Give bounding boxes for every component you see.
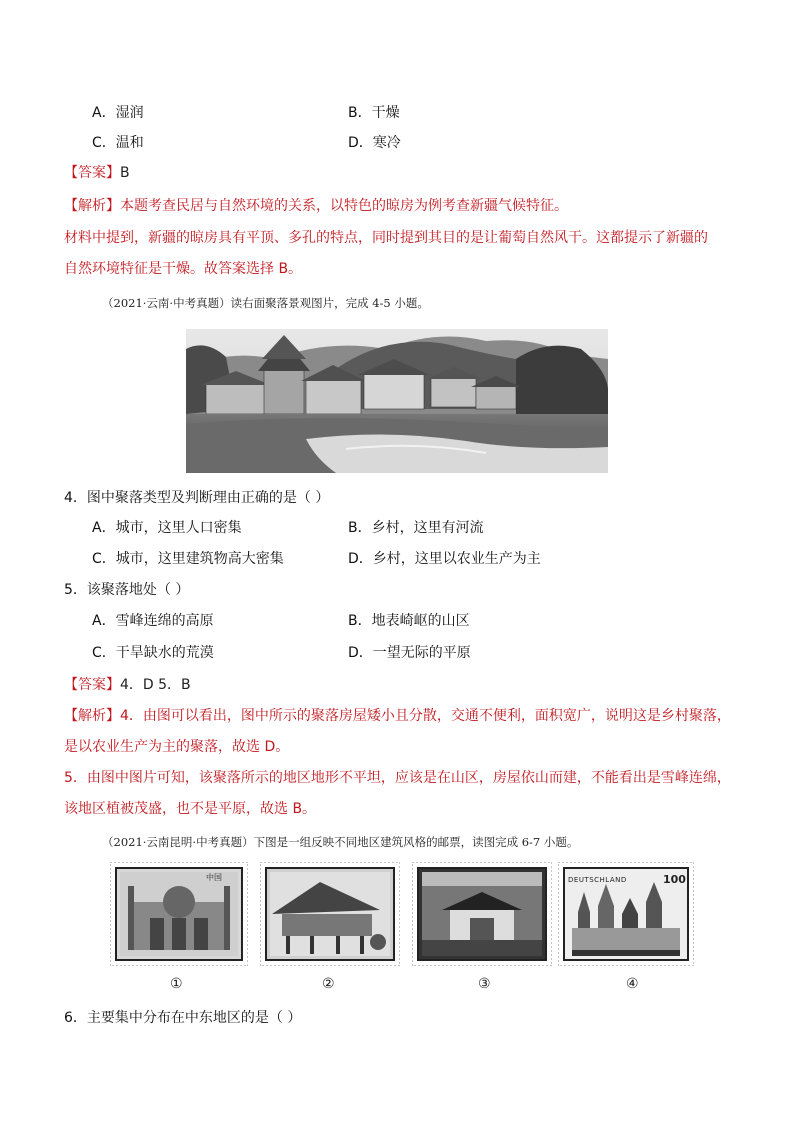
analysis-tag: 【解析】 bbox=[64, 198, 120, 214]
answer-value: B bbox=[120, 165, 130, 181]
stamp-chinese-hall bbox=[412, 862, 552, 966]
question-intro: （2021·云南·中考真题）读右面聚落景观图片，完成 4-5 小题。 bbox=[102, 296, 429, 310]
stamp-mosque bbox=[110, 862, 248, 966]
q4-option-b: B．乡村，这里有河流 bbox=[348, 520, 484, 536]
question-5-stem: 5．该聚落地处（ ） bbox=[64, 582, 190, 598]
analysis-tag-45: 【解析】 bbox=[64, 708, 120, 724]
answer-value-45: 4．D 5．B bbox=[120, 677, 191, 693]
question-4-stem: 4．图中聚落类型及判断理由正确的是（ ） bbox=[64, 490, 330, 506]
q4-option-a: A．城市，这里人口密集 bbox=[92, 520, 242, 536]
stamp-4-country: DEUTSCHLAND bbox=[568, 876, 627, 884]
answer-tag: 【答案】 bbox=[64, 165, 120, 181]
answer-line-45 bbox=[64, 675, 191, 695]
analysis-45-line-4: 该地区植被茂盛，也不是平原，故选 B。 bbox=[64, 801, 317, 817]
stamp-label-3: ③ bbox=[478, 976, 491, 992]
village-photo bbox=[186, 329, 608, 473]
q5-option-d: D．一望无际的平原 bbox=[348, 645, 471, 661]
analysis-text: 本题考查民居与自然环境的关系，以特色的晾房为例考查新疆气候特征。 bbox=[120, 198, 568, 214]
analysis-45-line-1 bbox=[64, 706, 731, 726]
analysis-line-2: 材料中提到，新疆的晾房具有平顶、多孔的特点，同时提到其目的是让葡萄自然风干。这都提示了新疆的 bbox=[64, 230, 708, 246]
stamp-label-4: ④ bbox=[626, 976, 639, 992]
option-b: B．干燥 bbox=[348, 105, 400, 121]
answer-tag-45: 【答案】 bbox=[64, 677, 120, 693]
option-d: D．寒冷 bbox=[348, 135, 401, 151]
analysis-line-1 bbox=[64, 196, 568, 216]
stamp-label-2: ② bbox=[322, 976, 335, 992]
answer-line bbox=[64, 163, 130, 183]
analysis-45-text: 4．由图可以看出，图中所示的聚落房屋矮小且分散，交通不便利，面积宽广，说明这是乡村聚落， bbox=[120, 708, 731, 724]
q4-option-d: D．乡村，这里以农业生产为主 bbox=[348, 551, 541, 567]
stamp-label-1: ① bbox=[170, 976, 183, 992]
analysis-line-3: 自然环境特征是干燥。故答案选择 B。 bbox=[64, 261, 303, 277]
stamp-stilt-house bbox=[260, 862, 400, 966]
question-6-stem: 6．主要集中分布在中东地区的是（ ） bbox=[64, 1010, 302, 1026]
option-c: C．温和 bbox=[92, 135, 144, 151]
q5-option-a: A．雪峰连绵的高原 bbox=[92, 613, 214, 629]
q4-option-c: C．城市，这里建筑物高大密集 bbox=[92, 551, 284, 567]
option-a: A．湿润 bbox=[92, 105, 144, 121]
analysis-45-line-3: 5．由图中图片可知，该聚落所示的地区地形不平坦，应该是在山区，房屋依山而建，不能看出是雪峰连绵， bbox=[64, 770, 731, 786]
stamps-row bbox=[110, 862, 694, 1000]
q5-option-c: C．干旱缺水的荒漠 bbox=[92, 645, 214, 661]
stamp-4-value: 100 bbox=[663, 873, 686, 886]
q5-option-b: B．地表崎岖的山区 bbox=[348, 613, 470, 629]
stamp-1-label: 中国 bbox=[206, 873, 222, 882]
analysis-45-line-2: 是以农业生产为主的聚落，故选 D。 bbox=[64, 739, 290, 755]
question-intro-67: （2021·云南昆明·中考真题）下图是一组反映不同地区建筑风格的邮票，读图完成 6-7 小题。 bbox=[102, 835, 579, 849]
